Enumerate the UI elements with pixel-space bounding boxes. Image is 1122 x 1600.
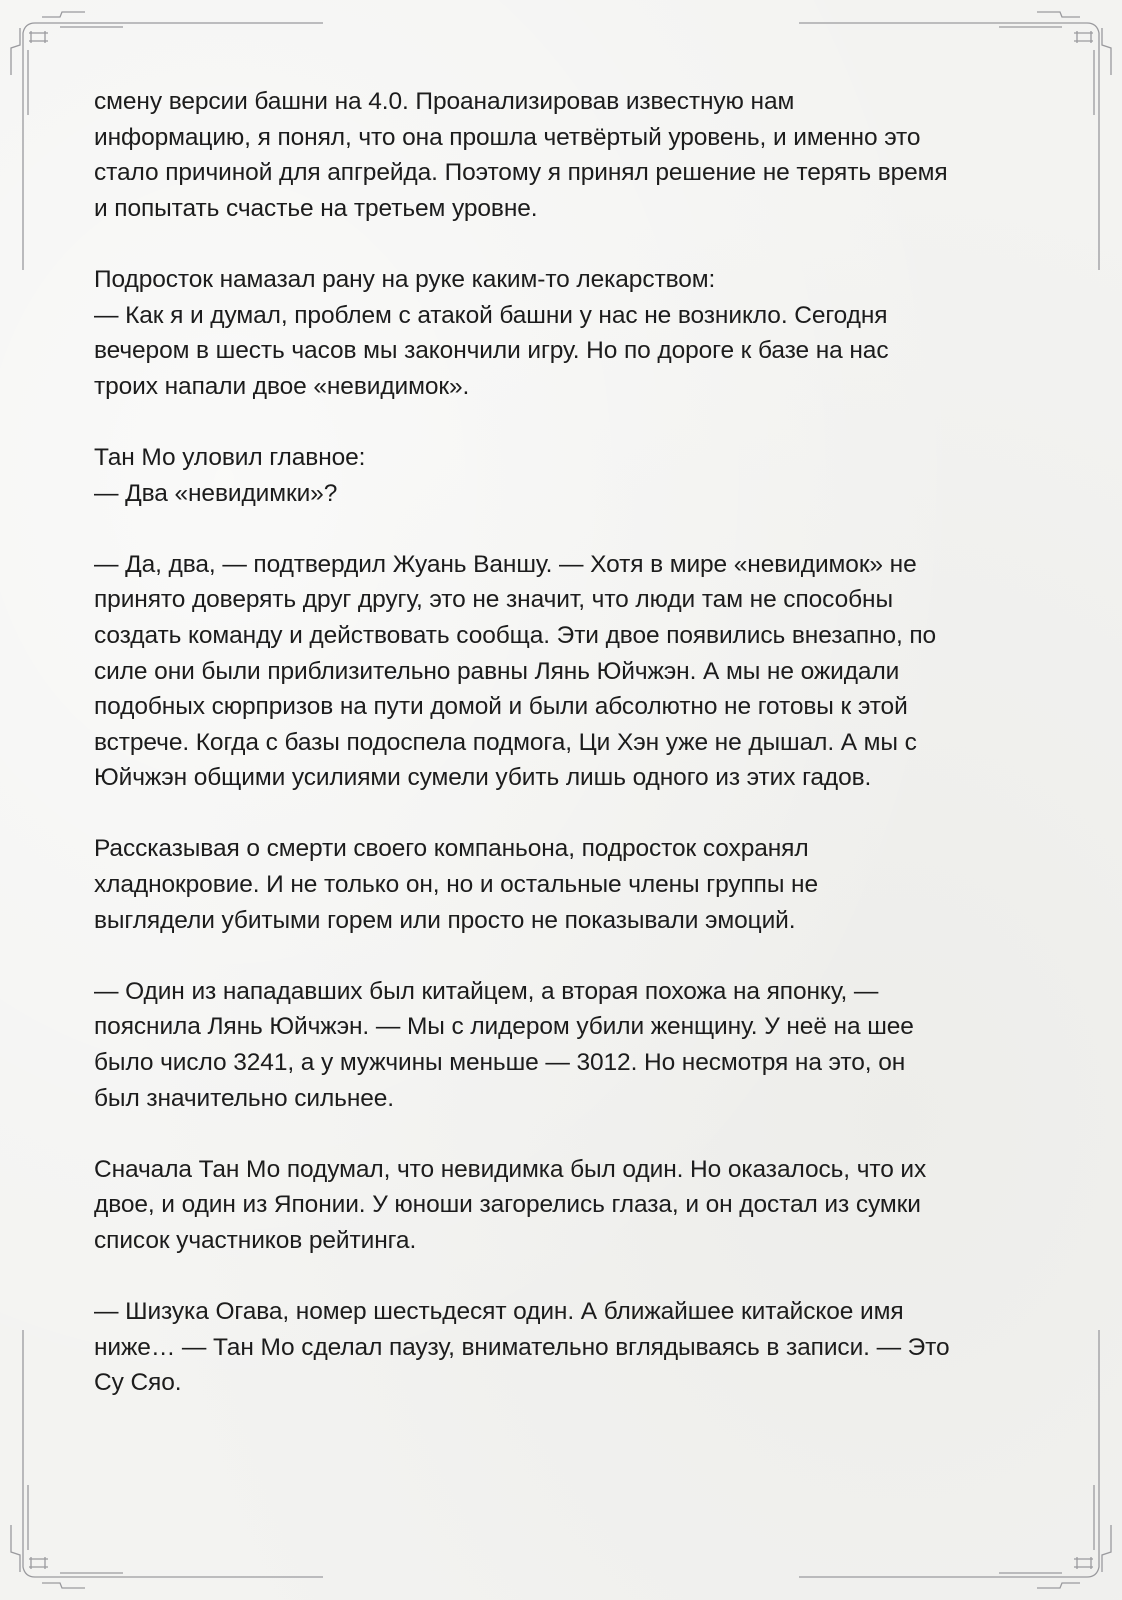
text-line: троих напали двое «невидимок». (94, 372, 470, 400)
text-line: ниже… — Тан Мо сделал паузу, внимательно вглядываясь в записи. — Это (94, 1333, 950, 1361)
text-line: стало причиной для апгрейда. Поэтому я принял решение не терять время (94, 159, 948, 187)
paragraph (94, 1294, 1044, 1401)
text-line: смену версии башни на 4.0. Проанализировав известную нам (94, 88, 795, 115)
corner-ornament-icon (29, 1557, 48, 1569)
text-line: подобных сюрпризов на пути домой и были абсолютно не готовы к этой (94, 693, 908, 721)
text-line: — Два «невидимки»? (94, 479, 338, 507)
corner-ornament-icon (29, 31, 48, 43)
text-line: информацию, я понял, что она прошла четвёртый уровень, и именно это (94, 123, 921, 151)
text-line: пояснила Лянь Юйчжэн. — Мы с лидером убили женщину. У неё на шее (94, 1013, 914, 1041)
text-line: Сначала Тан Мо подумал, что невидимка был один. Но оказалось, что их (94, 1155, 927, 1183)
paragraph (94, 84, 1044, 226)
paragraph (94, 1152, 1044, 1259)
text-line: создать команду и действовать сообща. Эти двое появились внезапно, по (94, 621, 937, 649)
text-line: выглядели убитыми горем или просто не показывали эмоций. (94, 906, 796, 934)
text-line: и попытать счастье на третьем уровне. (94, 194, 538, 222)
text-line: список участников рейтинга. (94, 1227, 417, 1254)
text-line: — Один из нападавших был китайцем, а вторая похожа на японку, — (94, 977, 879, 1005)
text-line: был значительно сильнее. (94, 1084, 395, 1112)
text-line: двое, и один из Японии. У юноши загорелись глаза, и он достал из сумки (94, 1191, 921, 1219)
corner-ornament-icon (1074, 31, 1093, 43)
paragraph (94, 262, 1044, 404)
text-line: хладнокровие. И не только он, но и остальные члены группы не (94, 871, 819, 899)
paragraph (94, 831, 1044, 938)
text-line: силе они были приблизительно равны Лянь Юйчжэн. А мы не ожидали (94, 657, 900, 685)
text-line: Тан Мо уловил главное: (94, 443, 366, 471)
page-body (94, 84, 1044, 1437)
paragraph (94, 974, 1044, 1116)
text-line: Подросток намазал рану на руке каким-то лекарством: (94, 265, 716, 293)
text-line: Рассказывая о смерти своего компаньона, подросток сохранял (94, 835, 809, 863)
text-line: Юйчжэн общими усилиями сумели убить лишь одного из этих гадов. (94, 764, 872, 792)
text-line: Су Сяо. (94, 1369, 182, 1397)
text-line: принято доверять друг другу, это не значит, что люди там не способны (94, 586, 893, 614)
text-line: — Да, два, — подтвердил Жуань Ваншу. — Хотя в мире «невидимок» не (94, 550, 917, 578)
paragraph (94, 440, 1044, 511)
text-line: — Шизука Огава, номер шестьдесят один. А ближайшее китайское имя (94, 1298, 904, 1326)
text-line: вечером в шесть часов мы закончили игру. Но по дороге к базе на нас (94, 337, 889, 365)
text-line: — Как я и думал, проблем с атакой башни у нас не возникло. Сегодня (94, 301, 888, 329)
text-line: встрече. Когда с базы подоспела подмога, Ци Хэн уже не дышал. А мы с (94, 728, 917, 756)
corner-ornament-icon (1074, 1557, 1093, 1569)
text-line: было число 3241, а у мужчины меньше — 3012. Но несмотря на это, он (94, 1049, 906, 1077)
paragraph (94, 547, 1044, 796)
